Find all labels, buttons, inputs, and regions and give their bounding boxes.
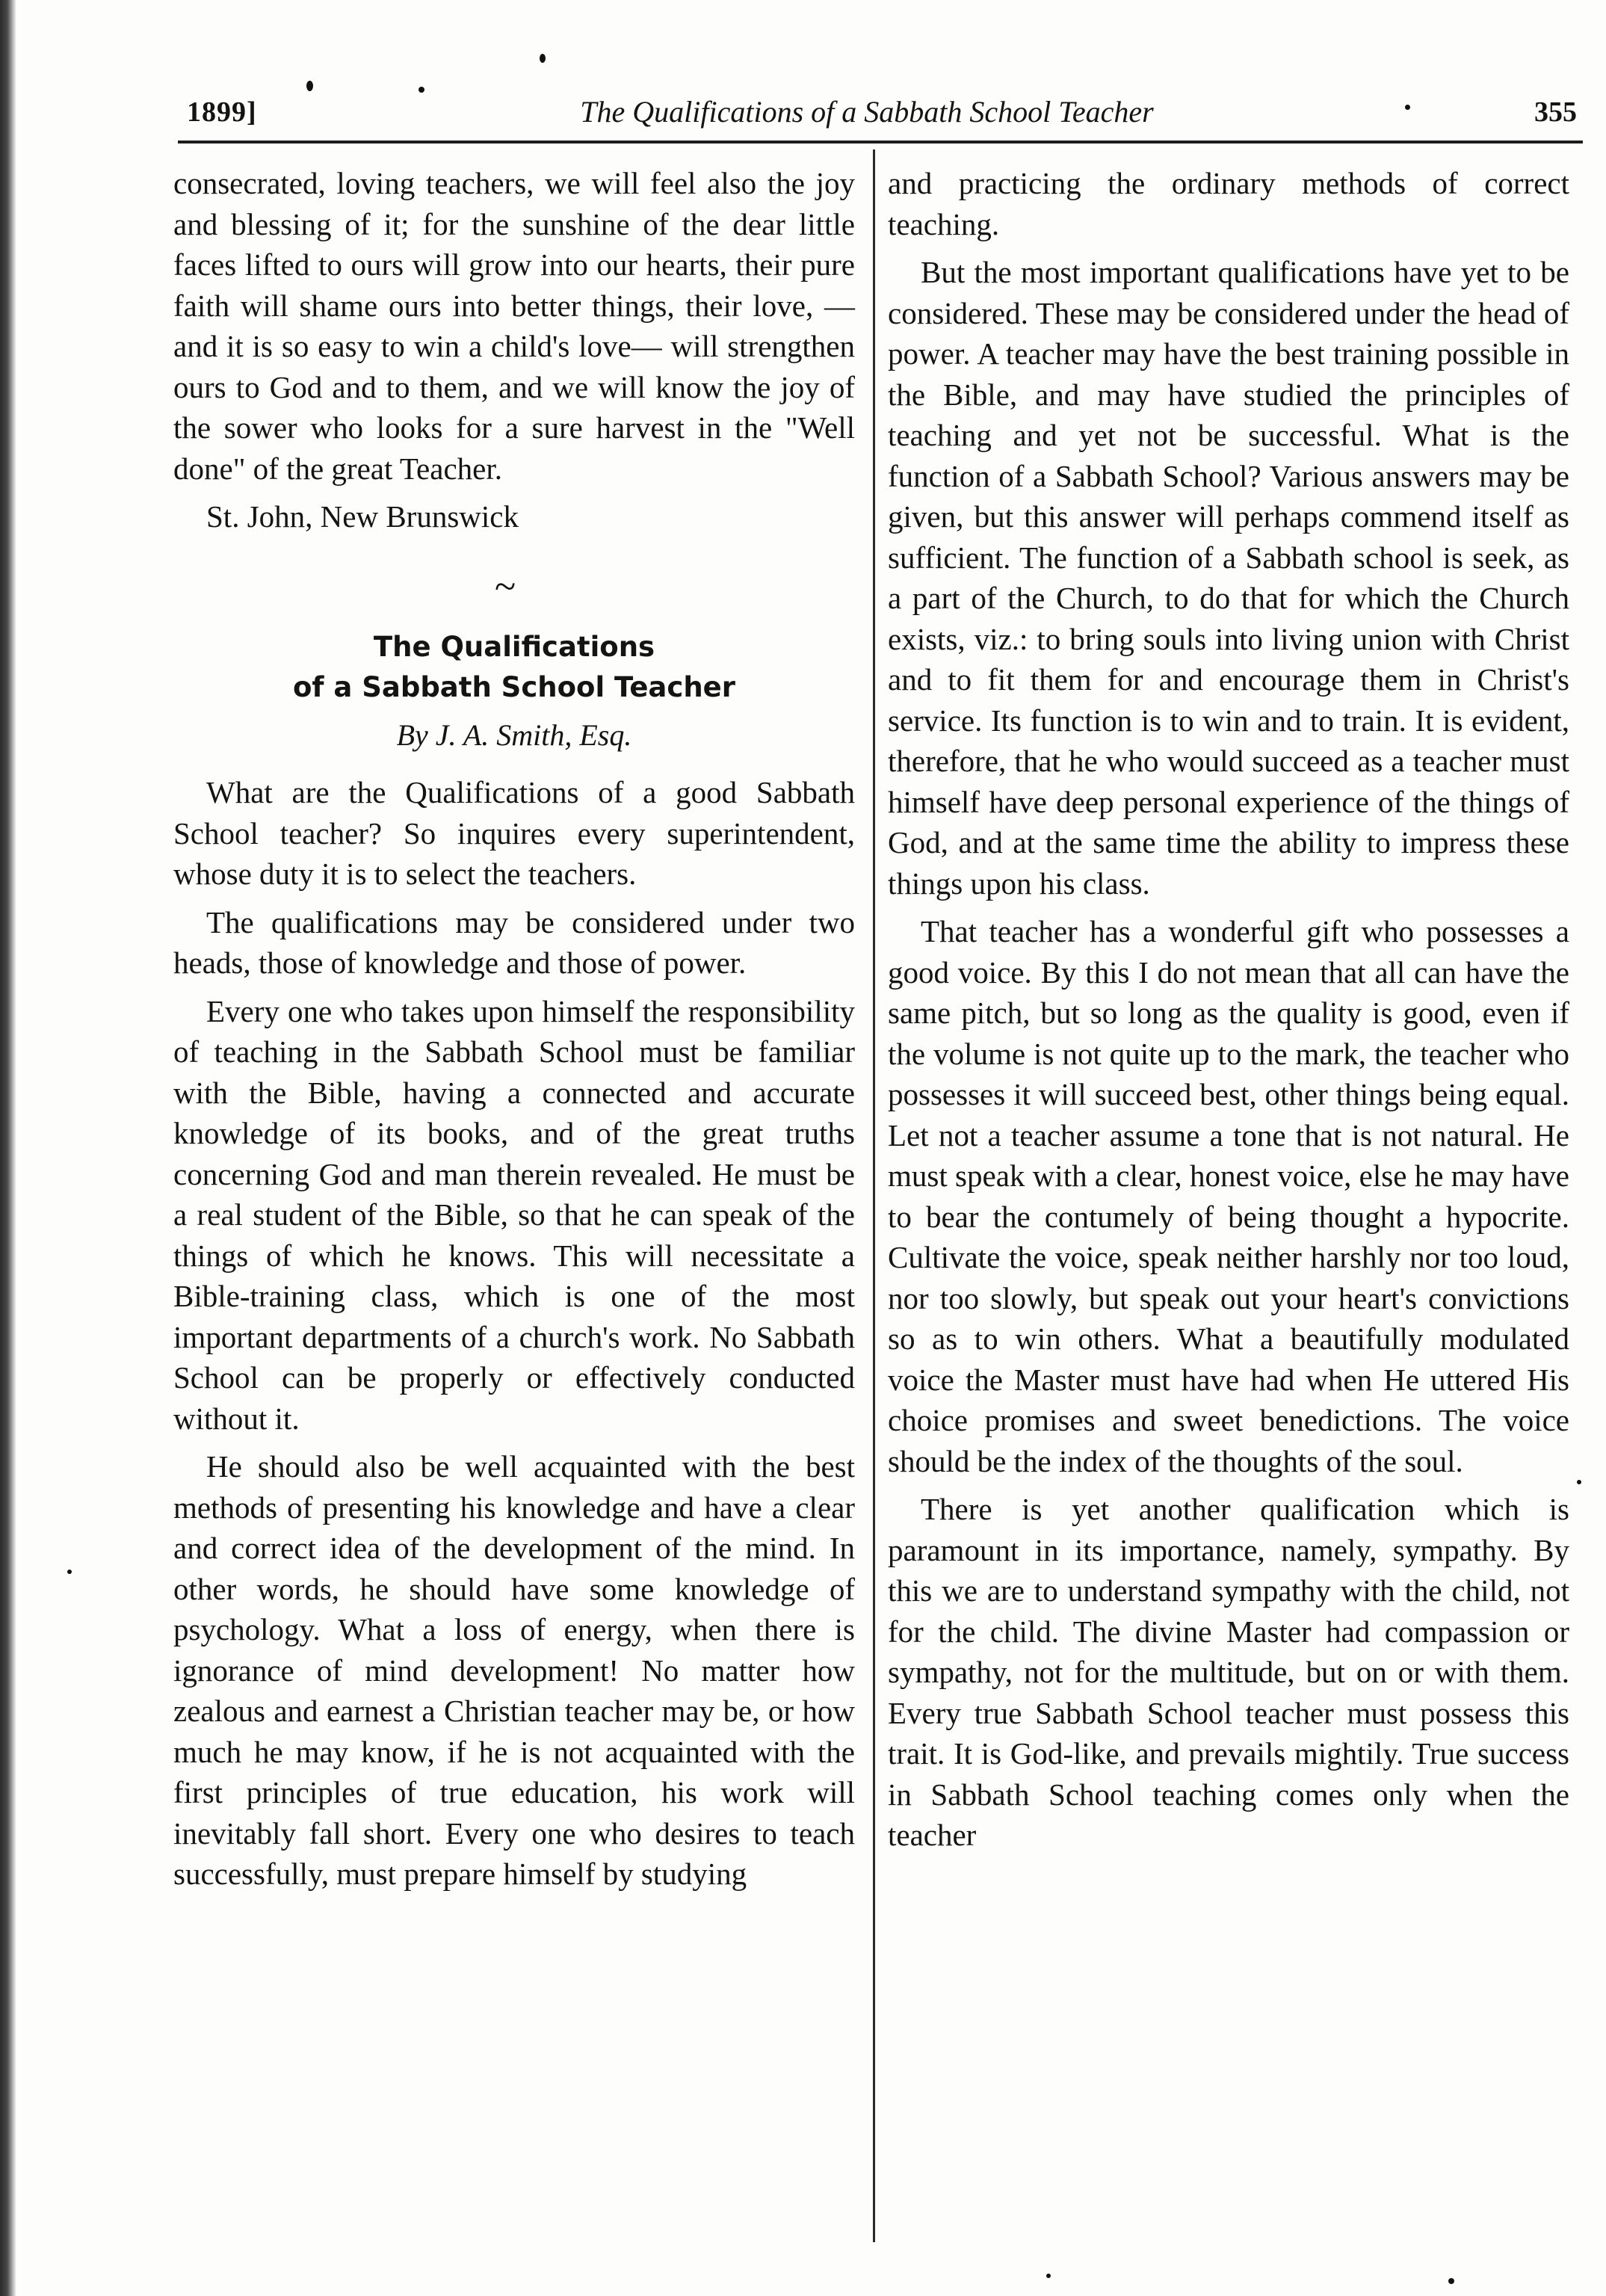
article-title-line-1: The Qualifications [373, 630, 655, 663]
body-paragraph: The qualifications may be considered under two heads, those of knowledge and those of power. [173, 904, 855, 980]
scan-speck [1577, 1480, 1581, 1484]
scan-speck [67, 1570, 72, 1574]
place-signoff: St. John, New Brunswick [206, 499, 519, 534]
scan-speck [540, 54, 546, 63]
body-paragraph: What are the Qualifications of a good Sabbath School teacher? So inquires every superintendent, whose duty it is to select the teachers. [173, 775, 855, 891]
running-header [187, 88, 1577, 136]
right-column [888, 163, 1569, 1863]
article-byline: By J. A. Smith, Esq. [396, 718, 632, 752]
body-paragraph: But the most important qualifications have yet to be considered. These may be considered under the head of power. A teacher may have the best training possible in the Bible, and may have studied the principles of teaching and yet not be successful. What is the function of a Sabbath School? Various answers may be given, but this answer will perhaps commend itself as sufficient. The function of a Sabbath school is seek, as a part of the Church, to do that for which the Church exists, viz.: to bring souls into living union with Christ and to fit them for and encourage them in Christ's service. Its function is to win and to train. It is evident, therefore, that he who would succeed as a teacher must himself have deep personal experience of the things of God, and at the same time the ability to impress these things upon his class. [888, 255, 1569, 901]
header-rule [178, 141, 1583, 144]
body-paragraph: Every one who takes upon himself the responsibility of teaching in the Sabbath School must be familiar with the Bible, having a connected and accurate knowledge of its books, and of the great truths concerning God and man therein revealed. He must be a real student of the Bible, so that he can speak of the things of which he knows. This will necessitate a Bible-training class, which is one of the most important departments of a church's work. No Sabbath School can be properly or effectively conducted without it. [173, 993, 855, 1436]
section-ornament [173, 537, 855, 627]
body-paragraph: That teacher has a wonderful gift who possesses a good voice. By this I do not mean that all can have the same pitch, but so long as the quality is good, even if the volume is not quite up to the mark, the teacher who possesses it will succeed best, other things being equal. Let not a teacher assume a tone that is not natural. He must speak with a clear, honest voice, else he may have to bear the contumely of being thought a hypocrite. Cultivate the voice, speak neither harshly nor too loud, nor too slowly, but speak out your heart's convictions so as to win others. What a beautifully modulated voice the Master must have had when He uttered His choice promises and sweet benedictions. The voice should be the index of the thoughts of the soul. [888, 914, 1569, 1478]
binding-shadow [0, 0, 16, 2296]
article-title-line-2: of a Sabbath School Teacher [292, 670, 736, 703]
header-page-number: 355 [1534, 96, 1577, 128]
scan-speck [419, 87, 424, 93]
scan-speck [1405, 105, 1410, 110]
header-running-title: The Qualifications of a Sabbath School Teacher [580, 95, 1154, 129]
scan-speck [1046, 2274, 1051, 2278]
left-column [173, 163, 855, 1902]
body-paragraph: He should also be well acquainted with the best methods of presenting his knowledge and have a clear and correct idea of the development of the mind. In other words, he should have some knowledge of psychology. What a loss of energy, when there is ignorance of mind development! No matter how zealous and earnest a Christian teacher may be, or how much he may know, if he is not acquainted with the first principles of true education, his work will inevitably fall short. Every one who desires to teach successfully, must prepare himself by studying [173, 1449, 855, 1891]
continued-paragraph: and practicing the ordinary methods of correct teaching. [888, 166, 1569, 241]
body-paragraph: There is yet another qualification which is paramount in its importance, namely, sympathy. By this we are to understand sympathy with the child, not for the child. The divine Master had compassion or sympathy, not for the multitude, but on or with them. Every true Sabbath School teacher must possess this trait. It is God-like, and prevails mightily. True success in Sabbath School teaching comes only when the teacher [888, 1492, 1569, 1852]
previous-article-ending: consecrated, loving teachers, we will feel also the joy and blessing of it; for the sunshine of the dear little faces lifted to ours will grow into our hearts, their pure faith will shame ours into better things, their love, —and it is so easy to win a child's love— will strengthen ours to God and to them, and we will know the joy of the sower who looks for a sure harvest in the "Well done" of the great Teacher. [173, 166, 855, 486]
scan-speck [306, 81, 313, 91]
column-rule [873, 149, 875, 2242]
header-year: 1899] [187, 96, 257, 128]
scan-speck [1448, 2278, 1454, 2284]
ornament-glyph: ~ [495, 565, 516, 608]
